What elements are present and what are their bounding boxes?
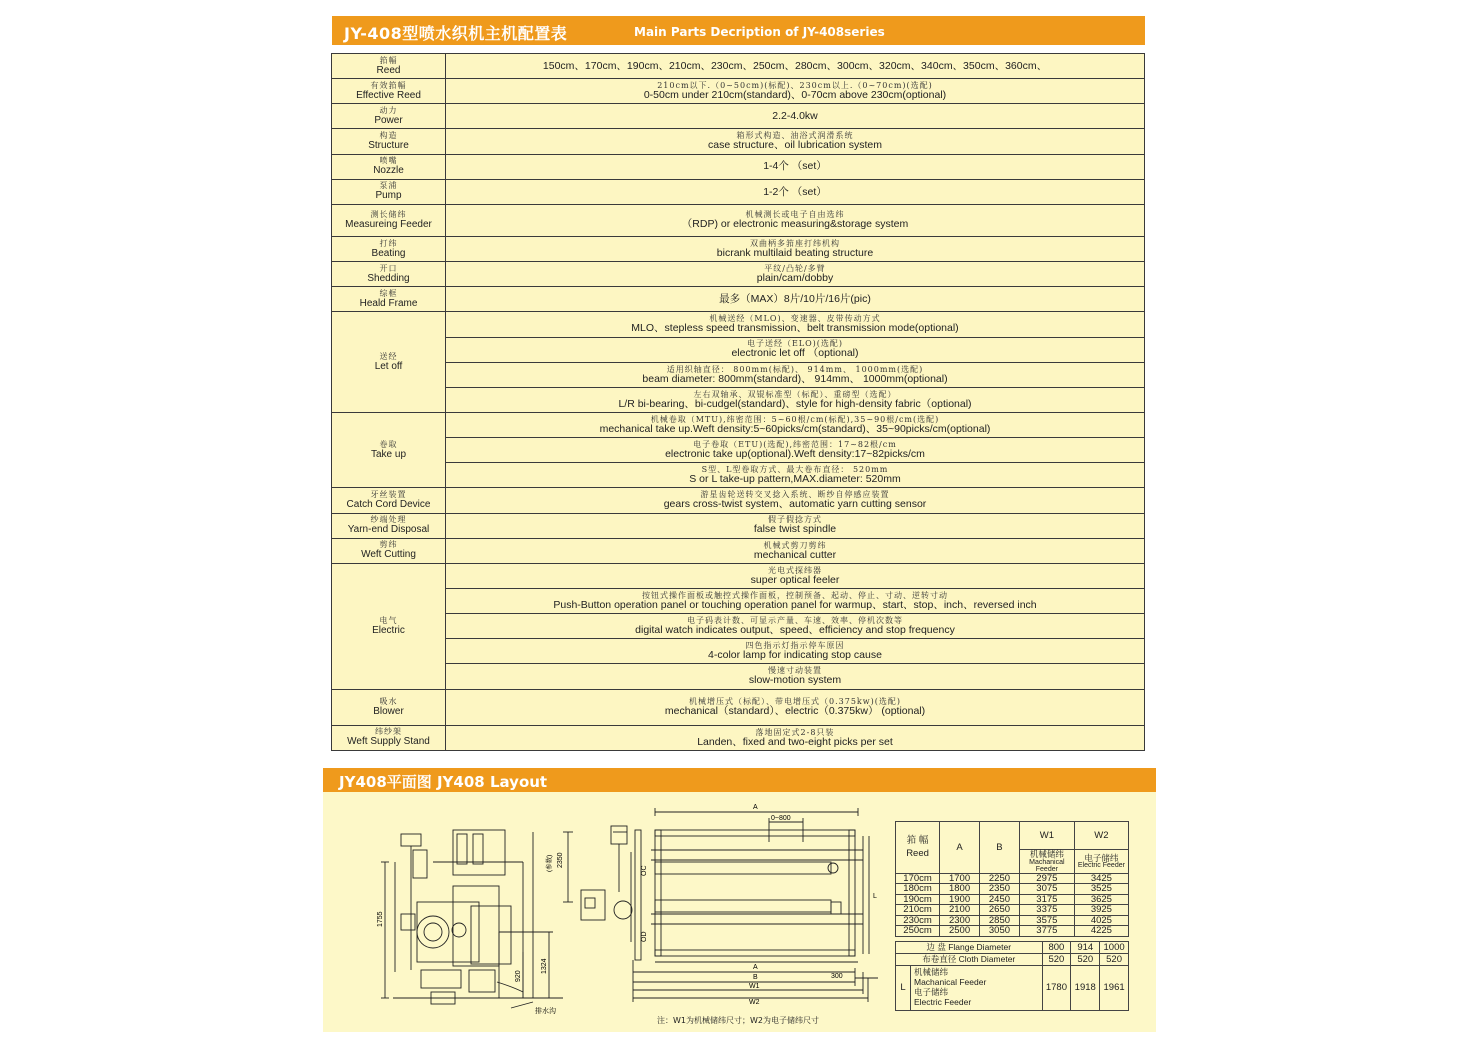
dimension-cell: 180cm: [896, 884, 940, 895]
spec-value-cell: [446, 129, 1145, 154]
dim-920: 920: [515, 970, 522, 982]
dim-range: 0~800: [771, 815, 791, 822]
cloth-row: [896, 954, 1129, 966]
spec-label-en: Pump: [375, 190, 402, 202]
dimension-cell: 1700: [940, 873, 980, 884]
spec-label-cell: [332, 488, 446, 513]
spec-value-zh: 按钮式操作面板或触控式操作面板，控制预备、起动、停止、寸动、逆转寸动: [642, 590, 948, 600]
spec-label-zh: 纬纱架: [375, 727, 402, 737]
spec-value-en: MLO、stepless speed transmission、belt transmission mode(optional): [631, 322, 959, 335]
spec-label-en: Electric: [372, 624, 405, 636]
spec-label-cell: [332, 54, 446, 79]
header-W2-desc: [1074, 850, 1128, 874]
spec-value-zh: 适用织轴直径： 800mm(标配)、 914mm、 1000mm(选配): [666, 364, 924, 374]
L-elec-zh: 电子储纬: [914, 987, 949, 997]
header-W1-desc: [1019, 850, 1074, 874]
spec-label-cell: [332, 413, 446, 488]
spec-row: [332, 129, 1145, 154]
header-W1: W1: [1019, 822, 1074, 850]
spec-value-zh: 慢速寸动装置: [768, 666, 822, 676]
spec-value-zh: 箱形式构造、油浴式润滑系统: [736, 131, 854, 141]
L-label: L: [896, 966, 911, 1011]
dimension-body: [896, 873, 1129, 936]
dimension-row: [896, 884, 1129, 895]
spec-value-en: plain/cam/dobby: [756, 271, 834, 284]
config-title-zh: JY-408型喷水织机主机配置表: [344, 24, 568, 43]
L-1780: 1780: [1042, 966, 1071, 1011]
dim-OC: OC: [641, 865, 648, 876]
spec-value-zh: 机械测长或电子自由选纬: [745, 210, 845, 220]
spec-value-cell: [446, 337, 1145, 362]
spec-value-cell: [446, 588, 1145, 613]
spec-label-en: Take up: [370, 448, 407, 460]
dimension-cell: 190cm: [896, 894, 940, 905]
dim-1324: 1324: [541, 958, 548, 974]
spec-label-cell: [332, 104, 446, 129]
spec-value-en: 0-50cm under 210cm(standard)、0-70cm above 230cm(optional): [643, 88, 947, 101]
spec-row: [332, 287, 1145, 312]
dimension-row: [896, 873, 1129, 884]
dimension-cell: 2500: [940, 926, 980, 937]
spec-label-en: Blower: [373, 705, 404, 717]
spec-value-zh: 双曲柄多筘座打纬机构: [750, 238, 840, 248]
spec-label-cell: [332, 563, 446, 689]
spec-value-zh: 电子码表计数、可显示产量、车速、效率、停机次数等: [687, 615, 903, 625]
layout-title: JY408平面图 JY408 Layout: [339, 773, 548, 791]
side-view-drawing: [373, 822, 588, 1017]
spec-label-en: Beating: [371, 247, 406, 259]
dim-1755: 1755: [377, 911, 384, 927]
spec-row: [332, 513, 1145, 538]
spec-value-en: beam diameter: 800mm(standard)、 914mm、 1000mm(optional): [642, 372, 948, 385]
spec-value-en: （RDP) or electronic measuring&storage system: [681, 218, 909, 231]
spec-label-cell: [332, 312, 446, 413]
dim-300: 300: [831, 973, 843, 980]
spec-label-en: Let off: [374, 360, 403, 372]
spec-label-zh: 剪纬: [379, 540, 398, 550]
spec-row: [332, 588, 1145, 613]
spec-row: [332, 488, 1145, 513]
spec-label-cell: [332, 689, 446, 725]
spec-value-zh: 游星齿轮送转交叉捻入系统、断纱自停感应装置: [700, 490, 890, 500]
spec-value-en: digital watch indicates output、speed、efficiency and stop frequency: [635, 623, 955, 636]
spec-row: [332, 387, 1145, 412]
dim-OD: OD: [641, 931, 648, 942]
dim-W2: W2: [749, 999, 760, 1006]
spec-row: [332, 463, 1145, 488]
spec-value-en: 4-color lamp for indicating stop cause: [708, 649, 882, 662]
spec-label-zh: 牙丝装置: [370, 489, 407, 499]
spec-value-zh: 左右双轴承、双锟标准型（标配）、重磅型（选配）: [693, 389, 897, 399]
dimension-table: [895, 821, 1129, 937]
spec-value-en: 最多（MAX）8片/10片/16片(pic): [719, 293, 871, 306]
spec-value-en: Landen、fixed and two-eight picks per set: [697, 735, 893, 748]
spec-value-cell: [446, 725, 1145, 750]
spec-value-en: bicrank multilaid beating structure: [716, 246, 874, 259]
header-W1-zh: 机械储纬: [1029, 849, 1064, 859]
dimension-header-row: [896, 822, 1129, 850]
top-view-drawing: [573, 802, 878, 1017]
L-mech-zh: 机械储纬: [914, 967, 949, 978]
spec-value-cell: [446, 438, 1145, 463]
spec-value-zh: 电子卷取（ETU)(选配),纬密范围：17~82根/cm: [693, 439, 897, 449]
spec-value-cell: [446, 614, 1145, 639]
dimension-cell: 2300: [940, 915, 980, 926]
dimension-cell: 170cm: [896, 873, 940, 884]
spec-label-cell: [332, 725, 446, 750]
dimension-cell: 2975: [1019, 873, 1074, 884]
spec-value-cell: [446, 387, 1145, 412]
spec-label-en: Effective Reed: [356, 89, 421, 101]
spec-value-cell: [446, 179, 1145, 204]
spec-value-zh: 平纹/凸轮/多臂: [764, 263, 826, 273]
spec-value-cell: [446, 463, 1145, 488]
dim-A-top: A: [753, 804, 758, 811]
spec-value-en: 1-4个 （set）: [763, 160, 827, 173]
spec-value-zh: 机械卷取（MTU),纬密范围：5~60根/cm(标配),35~90根/cm(选配): [650, 414, 940, 424]
layout-banner: [323, 768, 1156, 792]
spec-label-cell: [332, 79, 446, 104]
dimension-cell: 210cm: [896, 905, 940, 916]
spec-value-zh: 机械式剪刀剪纬: [763, 540, 827, 550]
cloth-1: 520: [1042, 954, 1071, 966]
spec-row: [332, 362, 1145, 387]
spec-value-cell: [446, 79, 1145, 104]
dim-A-bottom: A: [753, 964, 758, 971]
L-elec-en: Electric Feeder: [914, 996, 972, 1007]
dimension-cell: 2100: [940, 905, 980, 916]
spec-label-cell: [332, 129, 446, 154]
dimension-cell: 2850: [980, 915, 1020, 926]
spec-label-zh: 综框: [379, 288, 398, 298]
spec-value-en: false twist spindle: [753, 523, 837, 536]
dimension-cell: 3175: [1019, 894, 1074, 905]
spec-label-cell: [332, 538, 446, 563]
spec-value-zh: 210cm以下.（0~50cm)(标配)、230cm以上.（0~70cm)(选配): [657, 80, 933, 90]
spec-label-en: Catch Cord Device: [346, 498, 431, 510]
spec-label-zh: 测长储纬: [370, 209, 407, 219]
dim-param-label: (参数): [546, 854, 553, 872]
spec-value-en: gears cross-twist system、automatic yarn cutting sensor: [663, 498, 927, 511]
dimension-cell: 3525: [1074, 884, 1128, 895]
spec-value-cell: [446, 237, 1145, 262]
spec-row: [332, 154, 1145, 179]
spec-label-en: Structure: [368, 139, 409, 151]
spec-row: [332, 563, 1145, 588]
dim-W1: W1: [749, 983, 760, 990]
spec-value-zh: 假子假捻方式: [768, 515, 822, 525]
spec-value-zh: S型、L型卷取方式、最大卷布直径： 520mm: [701, 465, 889, 475]
spec-row: [332, 689, 1145, 725]
spec-value-cell: [446, 689, 1145, 725]
spec-table-container: [331, 53, 1145, 751]
spec-row: [332, 438, 1145, 463]
spec-row: [332, 204, 1145, 236]
spec-value-en: electronic take up(optional).Weft density:17~82picks/cm: [665, 447, 925, 460]
spec-value-en: L/R bi-bearing、bi-cudgel(standard)、style for high-density fabric（optional): [618, 397, 972, 410]
spec-value-cell: [446, 639, 1145, 664]
spec-value-en: 2.2-4.0kw: [772, 110, 818, 123]
L-desc: [911, 966, 1043, 1011]
spec-row: [332, 104, 1145, 129]
dim-L: L: [873, 893, 877, 900]
cloth-2: 520: [1071, 954, 1100, 966]
spec-label-cell: [332, 513, 446, 538]
spec-value-en: electronic let off （optional): [731, 347, 859, 360]
spec-row: [332, 179, 1145, 204]
spec-value-en: mechanical take up.Weft density:5~60picks/cm(standard)、35~90picks/cm(optional): [599, 422, 991, 435]
spec-label-zh: 喷嘴: [379, 156, 398, 166]
spec-label-zh: 吸水: [379, 696, 398, 706]
flange-800: 800: [1042, 942, 1071, 954]
spec-value-zh: 落地固定式2-8只装: [755, 727, 835, 737]
dimension-cell: 2650: [980, 905, 1020, 916]
spec-value-cell: [446, 488, 1145, 513]
spec-label-zh: 构造: [379, 130, 398, 140]
dim-B: B: [753, 974, 758, 981]
spec-label-zh: 送经: [379, 351, 398, 361]
L-row: [896, 966, 1129, 1011]
spec-value-cell: [446, 262, 1145, 287]
dimension-cell: 4225: [1074, 926, 1128, 937]
spec-row: [332, 614, 1145, 639]
spec-value-en: 1-2个 （set）: [763, 185, 827, 198]
spec-label-en: Heald Frame: [359, 297, 418, 309]
spec-label-zh: 卷取: [379, 439, 398, 449]
dimension-cell: 230cm: [896, 915, 940, 926]
spec-row: [332, 237, 1145, 262]
spec-label-zh: 开口: [379, 263, 398, 273]
dimension-cell: 1900: [940, 894, 980, 905]
dimension-cell: 1800: [940, 884, 980, 895]
spec-value-cell: [446, 513, 1145, 538]
spec-row: [332, 337, 1145, 362]
cloth-label: 布卷直径 Cloth Diameter: [896, 954, 1043, 966]
dimension-cell: 2350: [980, 884, 1020, 895]
spec-label-en: Measureing Feeder: [345, 218, 432, 230]
spec-label-en: Reed: [376, 64, 401, 76]
flange-label: 边 盘 Flange Diameter: [896, 942, 1043, 954]
spec-label-cell: [332, 179, 446, 204]
spec-value-cell: [446, 154, 1145, 179]
spec-label-cell: [332, 262, 446, 287]
spec-label-zh: 打纬: [379, 238, 398, 248]
dimension-row: [896, 905, 1129, 916]
drain-label: 排水沟: [535, 1008, 556, 1015]
spec-label-en: Weft Supply Stand: [347, 736, 430, 748]
dimension-row: [896, 915, 1129, 926]
spec-label-cell: [332, 204, 446, 236]
spec-label-zh: 有效筘幅: [370, 80, 407, 90]
spec-value-cell: [446, 413, 1145, 438]
layout-note: 注：W1为机械储纬尺寸；W2为电子储纬尺寸: [657, 1016, 819, 1025]
dimension-cell: 2450: [980, 894, 1020, 905]
spec-label-cell: [332, 154, 446, 179]
spec-value-en: 150cm、170cm、190cm、210cm、230cm、250cm、280cm、300cm、320cm、340cm、350cm、360cm、: [542, 59, 1048, 72]
dimension-cell: 250cm: [896, 926, 940, 937]
header-reed-zh: 筘 幅: [906, 834, 929, 846]
header-W1-en: Machanical Feeder: [1029, 858, 1065, 873]
header-W2-zh: 电子储纬: [1084, 852, 1119, 863]
dimension-cell: 3075: [1019, 884, 1074, 895]
spec-value-en: slow-motion system: [748, 674, 842, 687]
flange-row: [896, 942, 1129, 954]
spec-value-cell: [446, 312, 1145, 337]
dimension-cell: 3775: [1019, 926, 1074, 937]
spec-label-en: Shedding: [367, 272, 410, 284]
dimension-cell: 3925: [1074, 905, 1128, 916]
dimension-row: [896, 926, 1129, 937]
flange-1000: 1000: [1100, 942, 1129, 954]
spec-row: [332, 639, 1145, 664]
header-W2-en: Electric Feeder: [1077, 862, 1125, 869]
config-title-en: Main Parts Decription of JY-408series: [634, 25, 885, 39]
dimension-cell: 4025: [1074, 915, 1128, 926]
dimension-cell: 2250: [980, 873, 1020, 884]
spec-value-cell: [446, 664, 1145, 689]
spec-row: [332, 664, 1145, 689]
spec-row: [332, 79, 1145, 104]
spec-label-en: Power: [374, 114, 403, 126]
spec-value-zh: 电子送经（ELO)(选配): [746, 339, 844, 349]
spec-label-zh: 动力: [379, 105, 398, 115]
spec-row: [332, 725, 1145, 750]
L-1961: 1961: [1100, 966, 1129, 1011]
spec-value-cell: [446, 104, 1145, 129]
spec-label-en: Weft Cutting: [361, 549, 416, 561]
spec-row: [332, 413, 1145, 438]
spec-value-cell: [446, 204, 1145, 236]
config-table-banner: [332, 16, 1145, 45]
spec-label-cell: [332, 237, 446, 262]
dimension-cell: 3050: [980, 926, 1020, 937]
L-1918: 1918: [1071, 966, 1100, 1011]
spec-value-en: Push-Button operation panel or touching operation panel for warmup、start、stop、inch、reversed inch: [553, 598, 1037, 611]
spec-row: [332, 538, 1145, 563]
spec-row: [332, 54, 1145, 79]
spec-row: [332, 312, 1145, 337]
spec-label-zh: 纱端处理: [370, 515, 407, 525]
spec-value-en: super optical feeler: [750, 573, 840, 586]
spec-label-en: Yarn-end Disposal: [347, 524, 430, 536]
spec-label-zh: 筘幅: [379, 55, 398, 65]
spec-label-zh: 电气: [379, 615, 398, 625]
dimension-cell: 3425: [1074, 873, 1128, 884]
spec-value-cell: [446, 538, 1145, 563]
spec-value-en: S or L take-up pattern,MAX.diameter: 520mm: [689, 473, 901, 486]
dimension-cell: 3375: [1019, 905, 1074, 916]
header-A: A: [940, 822, 980, 874]
spec-label-cell: [332, 287, 446, 312]
flange-914: 914: [1071, 942, 1100, 954]
spec-value-cell: [446, 54, 1145, 79]
header-reed-en: Reed: [906, 848, 929, 860]
spec-value-en: mechanical（standard）、electric（0.375kw） (optional): [664, 704, 926, 717]
spec-value-en: case structure、oil lubrication system: [708, 139, 882, 152]
spec-value-zh: 机械增压式（标配）、带电增压式（0.375kw)(选配): [689, 696, 901, 706]
dimension-cell: 3625: [1074, 894, 1128, 905]
L-mech-en: Machanical Feeder: [914, 977, 987, 988]
header-reed: [896, 822, 940, 874]
dimension-row: [896, 894, 1129, 905]
spec-value-cell: [446, 362, 1145, 387]
spec-row: [332, 262, 1145, 287]
dim-2350: 2350: [557, 852, 564, 868]
spec-label-en: Nozzle: [373, 165, 404, 177]
spec-label-zh: 泵浦: [379, 181, 398, 191]
spec-value-cell: [446, 287, 1145, 312]
layout-section: [323, 792, 1156, 1032]
spec-value-en: mechanical cutter: [753, 548, 837, 561]
cloth-3: 520: [1100, 954, 1129, 966]
spec-value-zh: 机械送经（MLO)、变速器、皮带传动方式: [709, 314, 881, 324]
flange-table: [895, 941, 1129, 1011]
spec-value-zh: 光电式探纬器: [768, 565, 822, 575]
header-W2: W2: [1074, 822, 1128, 850]
header-B: B: [980, 822, 1020, 874]
dimension-cell: 3575: [1019, 915, 1074, 926]
spec-table: [331, 53, 1145, 751]
spec-value-cell: [446, 563, 1145, 588]
spec-value-zh: 四色指示灯指示停车原因: [745, 641, 845, 651]
